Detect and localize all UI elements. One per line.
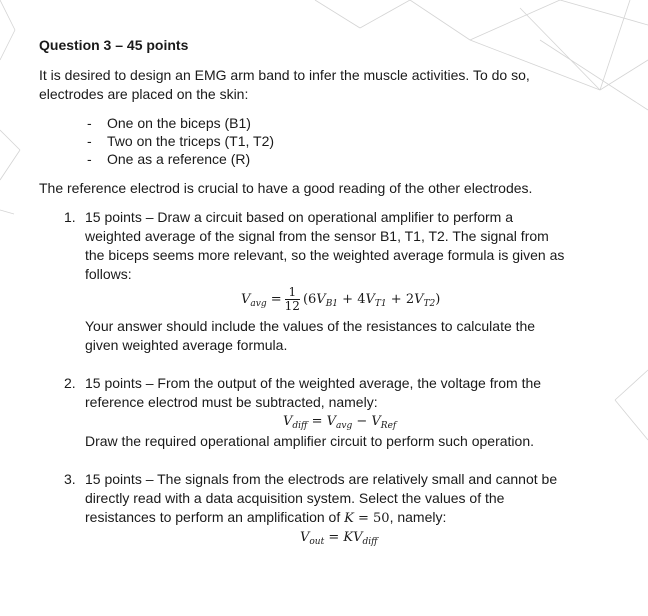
bullet-item: Two on the triceps (T1, T2) xyxy=(107,133,275,149)
item-line: 15 points – From the output of the weighted average, the voltage from the xyxy=(85,375,542,391)
formula-operator: − xyxy=(356,414,368,429)
formula-var: V xyxy=(414,292,424,307)
item-line: 15 points – The signals from the electrods are relatively small and cannot be xyxy=(85,471,558,487)
formula-var: V xyxy=(365,292,375,307)
formula-eq: = xyxy=(270,292,282,307)
item-line: Draw the required operational amplifier circuit to perform such operation. xyxy=(85,433,534,449)
gain-value: 50 xyxy=(373,511,390,526)
output-formula xyxy=(300,528,378,552)
formula-sub: out xyxy=(309,537,325,547)
formula-coef: 4 xyxy=(357,292,366,307)
line-text: , namely: xyxy=(389,509,447,525)
formula-paren: ) xyxy=(435,292,441,307)
intro-line: electrodes are placed on the skin: xyxy=(39,86,249,102)
formula-sub: T1 xyxy=(374,299,387,309)
item-line: directly read with a data acquisition system. Select the values of the xyxy=(85,490,505,506)
item-line: follows: xyxy=(85,266,132,282)
bullet-item: One on the biceps (B1) xyxy=(107,115,251,131)
formula-var: V xyxy=(371,414,381,429)
formula-sub: diff xyxy=(362,537,378,547)
formula-operator: + xyxy=(342,292,354,307)
line-text: resistances to perform an amplification of xyxy=(85,509,345,525)
formula-sub: B1 xyxy=(325,299,339,309)
reference-note: The reference electrod is crucial to have a good reading of the other electrodes. xyxy=(39,180,533,196)
formula-eq: = xyxy=(311,414,323,429)
bullet-item: One as a reference (R) xyxy=(107,151,251,167)
formula-eq: = xyxy=(328,530,340,545)
item-number: 2. xyxy=(64,375,76,391)
item-line: given weighted average formula. xyxy=(85,337,288,353)
item-number: 3. xyxy=(64,471,76,487)
formula-lhs: V xyxy=(283,414,293,429)
item-line: 15 points – Draw a circuit based on operational amplifier to perform a xyxy=(85,209,513,225)
question-title: Question 3 – 45 points xyxy=(39,37,189,53)
formula-coef: 6 xyxy=(308,292,317,307)
gain-variable: K xyxy=(344,511,354,526)
formula-sub: T2 xyxy=(423,299,436,309)
formula-coef: 2 xyxy=(405,292,415,307)
bullet-dash: - xyxy=(87,133,92,149)
formula-fraction xyxy=(285,286,300,313)
formula-operator: + xyxy=(390,292,402,307)
formula-var: V xyxy=(316,292,326,307)
fraction-numerator: 1 xyxy=(285,286,300,300)
item-line: the biceps seems more relevant, so the weighted average formula is given as xyxy=(85,247,565,263)
formula-sub: Ref xyxy=(380,421,397,431)
item-number: 1. xyxy=(64,209,76,225)
formula-sub: avg xyxy=(250,299,267,309)
item-line xyxy=(85,508,446,528)
formula-lhs: V xyxy=(300,530,310,545)
bullet-dash: - xyxy=(87,115,92,131)
item-line: weighted average of the signal from the sensor B1, T1, T2. The signal from xyxy=(85,228,549,244)
intro-line: It is desired to design an EMG arm band to infer the muscle activities. To do so, xyxy=(39,67,530,83)
weighted-average-formula xyxy=(241,286,440,318)
bullet-dash: - xyxy=(87,151,92,167)
fraction-denominator: 12 xyxy=(284,299,300,313)
formula-sub: avg xyxy=(336,421,353,431)
formula-var: V xyxy=(326,414,336,429)
formula-sub: diff xyxy=(292,421,308,431)
formula-paren: ( xyxy=(302,292,309,307)
item-line: reference electrod must be subtracted, namely: xyxy=(85,394,378,410)
formula-var: KV xyxy=(343,530,363,545)
formula-lhs: V xyxy=(241,292,251,307)
item-line: Your answer should include the values of the resistances to calculate the xyxy=(85,318,536,334)
gain-eq: = xyxy=(353,511,374,526)
